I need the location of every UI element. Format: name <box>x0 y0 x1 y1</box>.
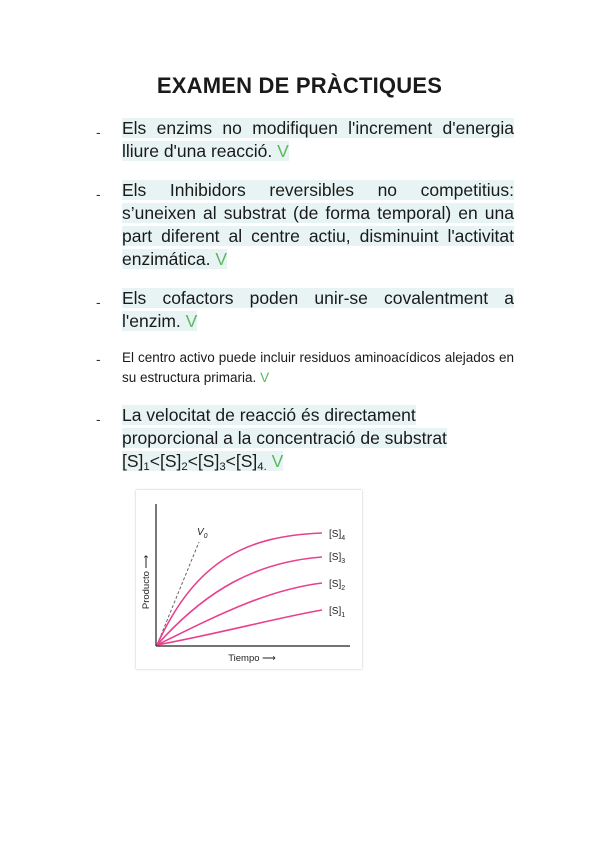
check-mark: V <box>185 311 198 331</box>
bullet-dash: - <box>96 351 101 367</box>
series-label-s3: $[S]_3$ <box>329 552 346 565</box>
check-mark: V <box>277 141 289 161</box>
x-axis-label: Tiempo ⟶ <box>228 653 276 664</box>
statement-text <box>122 404 514 479</box>
check-mark: V <box>215 249 228 269</box>
statement-text <box>122 287 514 333</box>
figure-svg <box>136 490 362 669</box>
series-label-s4: $[S]_4$ <box>329 529 346 542</box>
statement-3: Els cofactors poden unir-se covalentment a l'enzim. <box>122 288 514 331</box>
check-mark: V <box>271 451 284 471</box>
statement-text <box>122 348 514 388</box>
statement-2: Els Inhibidors reversibles no competitius: s’uneixen al substrat (de forma temporal) en una part diferent al centre actiu, disminuint l'activitat enzimática. <box>122 180 514 269</box>
series-label-s2: $[S]_2$ <box>329 579 346 592</box>
check-mark: V <box>260 370 270 385</box>
page-title: EXAMEN DE PRÀCTIQUES <box>156 73 443 98</box>
y-axis-label: Producto ⟶ <box>141 554 152 610</box>
statement-4: El centro activo puede incluir residuos aminoacídicos alejados en su estructura primaria. <box>122 350 514 385</box>
bullet-dash: - <box>96 294 101 310</box>
bullet-dash: - <box>96 124 101 140</box>
curve-s1 <box>157 610 322 645</box>
series-label-s1: $[S]_1$ <box>329 606 346 619</box>
statement-5: La velocitat de reacció és directament proporcional a la concentració de substrat $[S]_1<[S]_2<[S]_3<[S]_{4.}$ <box>122 405 447 473</box>
v0-tangent-line <box>157 542 199 645</box>
statement-text <box>122 179 514 271</box>
product-time-figure <box>136 490 362 669</box>
bullet-dash: - <box>96 411 101 427</box>
statement-1: Els enzims no modifiquen l'increment d'energia lliure d'una reacció. <box>122 118 514 161</box>
bullet-dash: - <box>96 186 101 202</box>
statement-text <box>122 117 514 163</box>
v0-label: $V_0$ <box>197 527 208 540</box>
